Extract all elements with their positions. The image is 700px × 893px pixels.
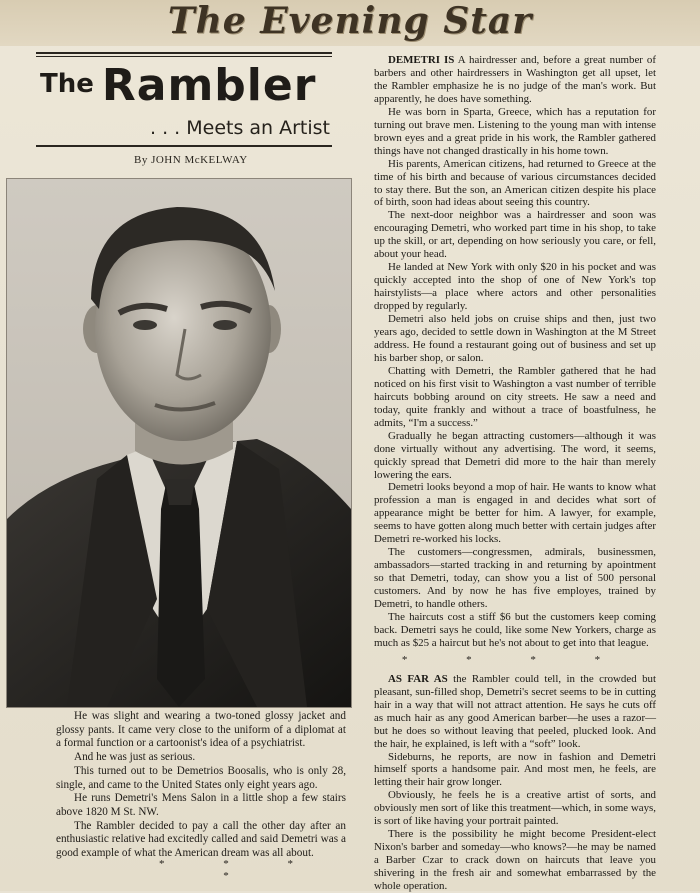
body-paragraph: He was born in Sparta, Greece, which has a reputation for turning out brave men. Listening to the young man with intense brown eyes and a great pride in his work, the Rambler gathered things have not changed drastically in his home town.	[374, 105, 656, 157]
body-paragraph: His parents, American citizens, had returned to Greece at the time of his birth and because of various circumstances decided to stay there. But the son, an American citizen despite his place of birth, soon had ideas about seeing this country.	[374, 157, 656, 209]
column-title	[40, 60, 340, 111]
paragraph-text: the Rambler could tell, in the crowded but pleasant, sun-filled shop, Demetri's secret seems to be in cutting hair in a way that will not attract attention. He says he cuts off as much hair as any good American barber—he uses a razor—but he does so without leaving that peeled, plucked look. And the hair, he explained, is left with a “soft” look.	[374, 672, 656, 750]
header-rule-thin	[36, 56, 332, 57]
body-paragraph: Gradually he began attracting customers—although it was done virtually without any advertising. The word, it seems, quickly spread that Demetri did more to the hair than merely lowering the ears.	[374, 429, 656, 481]
caption-paragraph: This turned out to be Demetrios Boosalis, who is only 28, single, and came to the United States only eight years ago.	[56, 764, 346, 791]
byline: By JOHN McKELWAY	[134, 154, 248, 166]
masthead	[0, 0, 700, 46]
body-paragraph	[374, 54, 656, 106]
body-paragraph: Sideburns, he reports, are now in fashion and Demetri himself sports a handsome pair. And most men, he feels, are letting their hair grow longer.	[374, 750, 656, 789]
section-stars-left: * * * *	[159, 858, 321, 882]
caption-paragraph: The Rambler decided to pay a call the other day after an enthusiastic relative had excitedly called and said Demetri was a good example of what the American dream was all about.	[56, 819, 346, 860]
photo-caption	[56, 710, 346, 861]
body-paragraph	[374, 673, 656, 751]
body-paragraph: Demetri looks beyond a mop of hair. He wants to know what profession a man is engaged in and decides what sort of appearance might be better for him. A lawyer, for example, seems to have gotten along much better with certain judges after Demetri re-worked his locks.	[374, 481, 656, 546]
body-paragraph: The haircuts cost a stiff $6 but the customers keep coming back. Demetri says he could, like some New Yorkers, charge as much as $25 a haircut but he's not about to get into that league.	[374, 610, 656, 649]
section-stars-right: * * * *	[401, 653, 629, 666]
caption-paragraph: He runs Demetri's Mens Salon in a little shop a few stairs above 1820 M St. NW.	[56, 792, 346, 818]
column-title-name: Rambler	[101, 60, 317, 111]
body-paragraph: The customers—congressmen, admirals, businessmen, ambassadors—started tracking in and returning by apointment so that Demetri, today, can show you a list of 500 personal customers. And by now he has five employes, trained by Demetri, to handle others.	[374, 546, 656, 611]
lead-in: AS FAR AS	[388, 672, 448, 685]
body-paragraph: He landed at New York with only $20 in his pocket and was quickly accepted into the shop of one of New York's top hairstylists—a place where actors and other personalities dropped by regularly.	[374, 261, 656, 313]
column-title-the: The	[40, 69, 94, 99]
caption-paragraph: And he was just as serious.	[74, 751, 196, 764]
body-paragraph: Chatting with Demetri, the Rambler gathered that he had noticed on his first visit to Washington a vast number of terrible haircuts bobbing around on city streets. He saw a need and today, quite frankly and without a trace of boastfulness, he admits, “I'm a success.”	[374, 364, 656, 429]
subhead-rule	[36, 145, 332, 147]
lead-in: DEMETRI IS	[388, 54, 455, 66]
article-subhead: . . . Meets an Artist	[150, 117, 331, 139]
body-paragraph: Obviously, he feels he is a creative artist of sorts, and obviously men sort of like this treatment—which, in some ways, is sort of like having your portrait painted.	[374, 789, 656, 828]
caption-paragraph: He was slight and wearing a two-toned glossy jacket and glossy pants. It came very close to the uniform of a diplomat at a formal function or a cartoonist's idea of a psychiatrist.	[56, 710, 346, 750]
masthead-title: The Evening Star	[167, 0, 533, 42]
paragraph-text: A hairdresser and, before a great number of barbers and other hairdressers in Washington get all upset, let the Rambler emphasize he is no judge of the man's work. But apparently, he does have something.	[374, 54, 656, 105]
header-rule	[36, 52, 332, 54]
portrait-photo	[6, 178, 352, 708]
body-paragraph: Demetri also held jobs on cruise ships and then, just two years ago, decided to settle down in Washington at the M Street address. He found a restaurant going out of business and set up his barber shop, or salon.	[374, 313, 656, 364]
article-body	[374, 54, 656, 893]
body-paragraph: The next-door neighbor was a hairdresser and soon was encouraging Demetri, who worked part time in his shop, to take up the skill, or art, depending on how seriously you care, or fell, about your head.	[374, 209, 656, 261]
body-paragraph: There is the possibility he might become President-elect Nixon's barber and someday—who knows?—he may be named a Barber Czar to crack down on haircuts that leave you shivering in the fresh air and somewhat embarrassed by the whole operation.	[374, 828, 656, 893]
portrait-illustration	[7, 179, 351, 707]
